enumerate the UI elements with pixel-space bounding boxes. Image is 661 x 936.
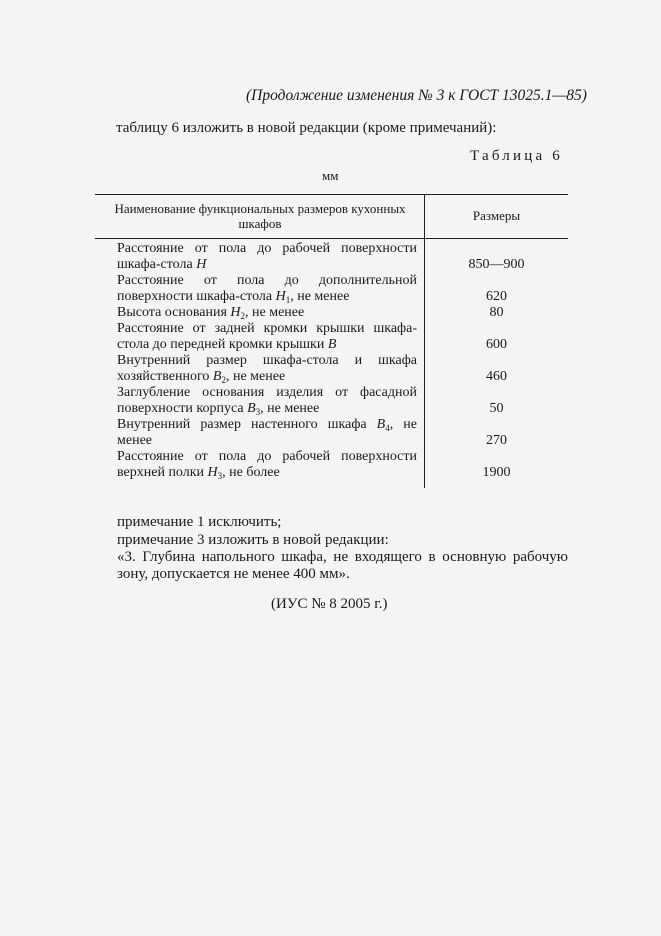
note-1: примечание 1 исключить;	[117, 514, 282, 530]
table-row-value: 50	[489, 401, 504, 416]
table-row-value: 80	[489, 305, 504, 320]
table-row-label: Расстояние от пола до рабочей поверхности шкафа-стола H	[117, 241, 417, 272]
table-row-label: Заглубление основания изделия от фасадной поверхности корпуса $B_3$, не менее	[117, 385, 417, 417]
note-3: примечание 3 изложить в новой редакции:	[117, 532, 389, 548]
table-unit: мм	[322, 168, 339, 183]
note-3-quote: «3. Глубина напольного шкафа, не входящего в основную рабочую зону, допускается не менее 400 мм».	[117, 549, 568, 582]
table-row-value: 460	[486, 369, 507, 384]
column-header-name: Наименование функциональных размеров кухонных шкафов	[114, 201, 406, 231]
table-row-label: Внутренний размер настенного шкафа $B_4$, не менее	[117, 417, 417, 448]
table-row-label: Высота основания $H_2$, не менее	[117, 305, 305, 321]
document-header: (Продолжение изменения № 3 к ГОСТ 13025.1—85)	[246, 87, 587, 104]
table-row-value: 620	[486, 289, 507, 304]
table-header-rule	[95, 238, 568, 239]
table-row-value: 850—900	[468, 257, 525, 272]
table-row-value: 270	[486, 433, 507, 448]
table-row-label: Внутренний размер шкафа-стола и шкафа хозяйственного $B_2$, не менее	[117, 353, 417, 385]
intro-text: таблицу 6 изложить в новой редакции (кроме примечаний):	[116, 120, 497, 136]
table-caption: Таблица 6	[470, 148, 563, 164]
footer-source: (ИУС № 8 2005 г.)	[271, 596, 388, 612]
column-header-size: Размеры	[472, 208, 521, 223]
table-row-label: Расстояние от задней кромки крышки шкафа-стола до передней кромки крышки B	[117, 321, 417, 352]
table-row-label: Расстояние от пола до рабочей поверхности верхней полки $H_3$, не более	[117, 449, 417, 481]
table-top-rule	[95, 194, 568, 195]
table-row-value: 1900	[482, 465, 511, 480]
table-row-value: 600	[486, 337, 507, 352]
table-row-label: Расстояние от пола до дополнительной поверхности шкафа-стола $H_1$, не менее	[117, 273, 417, 305]
